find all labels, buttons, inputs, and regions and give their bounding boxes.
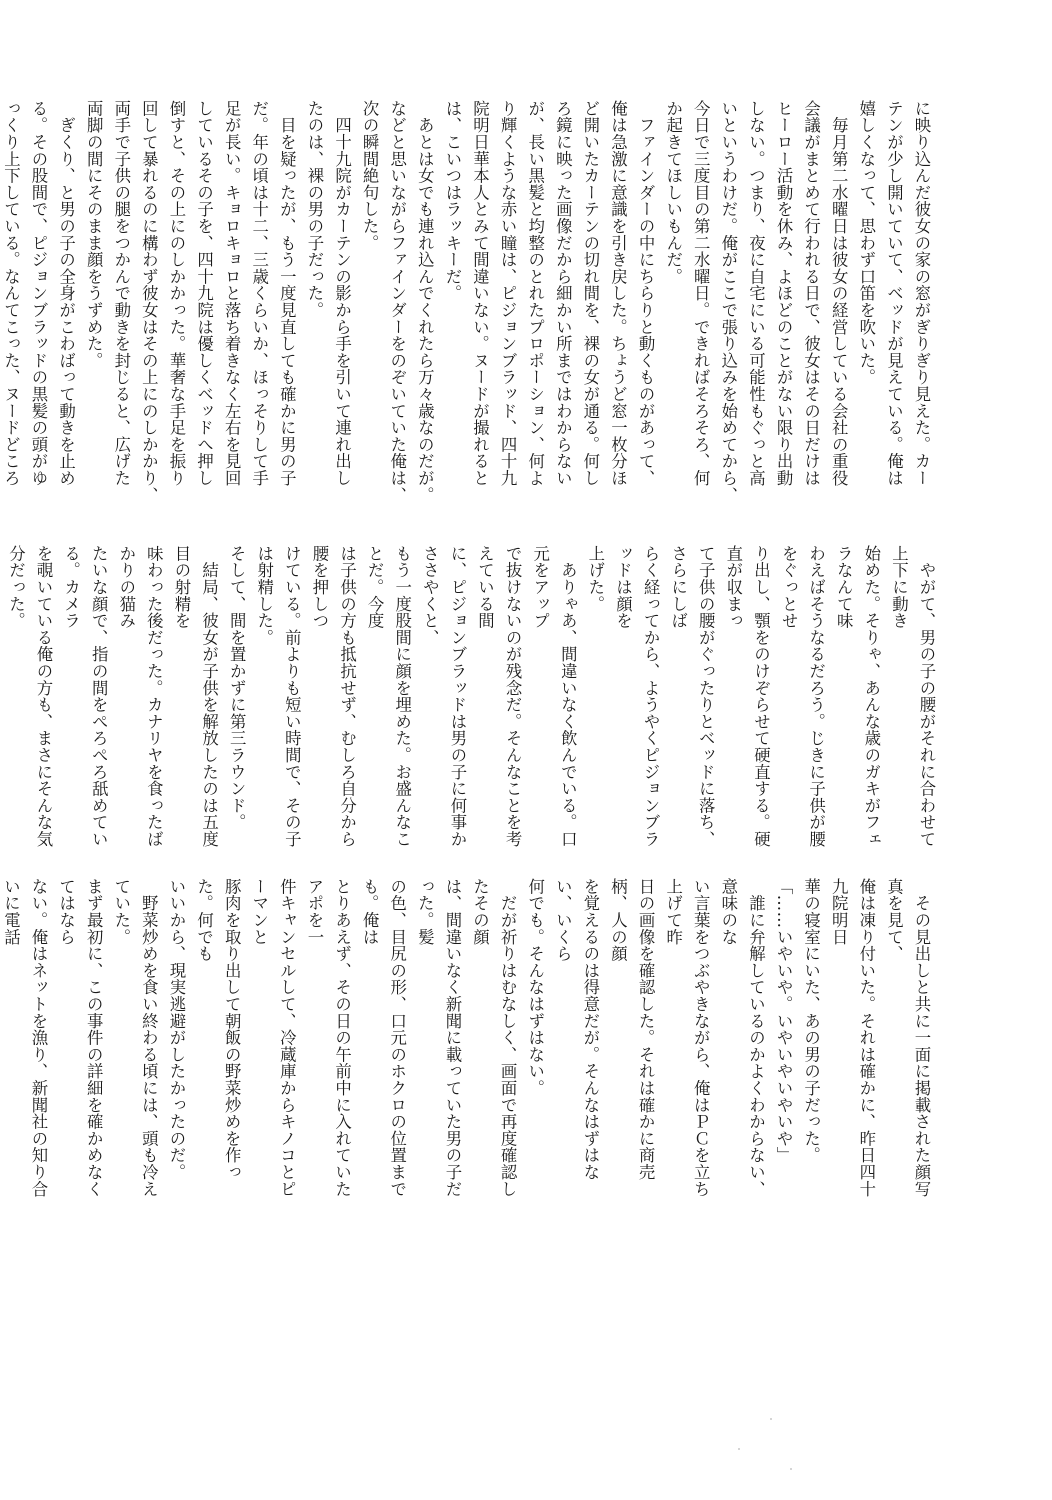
- text-line: ぎくり、と男の子の全身がこわばって動きを止め: [56, 100, 76, 487]
- text-line: たいな顔で、指の間をぺろぺろ舐めている。カメラ: [61, 545, 109, 848]
- text-line: やがて、男の子の腰がそれに合わせて上下に動き: [889, 545, 936, 848]
- text-line: 両脚の間にそのまま顔をうずめた。: [84, 100, 104, 369]
- text-line: は子供の方も抵抗せず、むしろ自分から腰を押しつ: [309, 545, 357, 848]
- text-line: 結局、彼女が子供を解放したのは五度目の射精を: [171, 545, 219, 848]
- text-line: 「……いやいや。いやいやいやいや」: [774, 878, 794, 1164]
- text-line: もう一度股間に顔を埋めた。お盛んなことだ。今度: [365, 545, 412, 848]
- text-line: 今日で三度目の第二水曜日。できればそろそろ、何: [691, 100, 711, 487]
- text-line: などと思いながらファインダーをのぞいていた俺は、: [387, 100, 407, 504]
- text-line: ファインダーの中にちらりと動くものがあって、: [636, 100, 656, 487]
- text-line: しているその子を、四十九院は優しくベッドへ押し: [194, 100, 214, 487]
- text-line: 野菜炒めを食い終わる頃には、頭も冷えていた。: [111, 878, 159, 1198]
- text-line: そして、間を置かずに第三ラウンド。: [227, 545, 247, 831]
- text-line: あとは女でも連れ込んでくれたら万々歳なのだが。: [415, 100, 435, 504]
- text-line: 日の画像を確認した。それは確かに商売柄、人の顔: [608, 878, 656, 1181]
- text-line: 始めた。そりゃ、あんな歳のガキがフェラなんて味: [834, 545, 881, 848]
- text-line: い言葉をつぶやきながら、俺はＰＣを立ち上げて昨: [663, 878, 711, 1198]
- text-line: いというわけだ。俺がここで張り込みを始めてから、: [718, 100, 738, 504]
- text-line: て子供の腰がぐったりとベッドに落ち、さらにしば: [668, 545, 716, 848]
- text-line: り輝くような赤い瞳は、ピジョンブラッド、四十九: [498, 100, 518, 487]
- text-line: を覚えるのは得意だが。そんなはずはない、いくら: [553, 878, 600, 1181]
- text-line: テンが少し開いていて、ベッドが見えている。俺は: [884, 100, 904, 487]
- text-line: しない。つまり、夜に自宅にいる可能性もぐっと高: [746, 100, 766, 487]
- text-line: 回して暴れるのに構わず彼女はその上にのしかかり、: [139, 100, 159, 504]
- text-line: り出し、顎をのけぞらせて硬直する。硬直が収まっ: [723, 545, 771, 848]
- text-line: らく経ってから、ようやくピジョンブラッドは顔を: [613, 545, 661, 848]
- text-line: 目を疑ったが、もう一度見直しても確かに男の子: [277, 100, 297, 487]
- text-line: 俺は急激に意識を引き戻した。ちょうど窓一枚分ほ: [608, 100, 628, 487]
- text-line: 四十九院がカーテンの影から手を引いて連れ出し: [332, 100, 352, 487]
- text-line: っくり上下している。なんてこった、ヌードどころ: [1, 100, 21, 487]
- text-line: 件キャンセルして、冷蔵庫からキノコとピーマンと: [249, 878, 297, 1198]
- text-line: 院明日華本人とみて間違いない。ヌードが撮れると: [470, 100, 490, 487]
- text-line: の色、目尻の形、口元のホクロの位置までも。俺は: [360, 878, 407, 1198]
- text-line: たのは、裸の男の子だった。: [304, 100, 324, 319]
- text-line: で抜けないのが残念だ。そんなことを考えている間: [475, 545, 523, 848]
- text-line: か起きてほしいもんだ。: [663, 100, 683, 285]
- text-line: 誰に弁解しているのかよくわからない、意味のな: [718, 878, 766, 1198]
- text-block-middle: [6, 545, 940, 850]
- text-line: わえばそうなるだろう。じきに子供が腰をぐっとせ: [779, 545, 826, 848]
- text-line: が、長い黒髪と均整のとれたプロポーション、何よ: [525, 100, 545, 487]
- text-line: 華の寝室にいた、あの男の子だった。: [801, 878, 821, 1164]
- speck: [790, 1468, 792, 1470]
- text-line: だが祈りはむなしく、画面で再度確認したその顔: [470, 878, 518, 1198]
- text-line: だ。年の頃は十二、三歳くらいか、ほっそりして手: [249, 100, 269, 487]
- text-line: まず最初に、この事件の詳細を確かめなくてはなら: [56, 878, 104, 1198]
- text-line: ろ鏡に映った画像だから細かい所まではわからない: [553, 100, 573, 487]
- text-line: ヒーロー活動を休み、よほどのことがない限り出動: [774, 100, 794, 487]
- text-line: 何でも。そんなはずはない。: [525, 878, 545, 1097]
- text-line: けている。前よりも短い時間で、その子は射精した。: [254, 545, 302, 848]
- text-line: 上げた。: [585, 545, 605, 613]
- text-line: に、ピジョンブラッドは男の子に何事かささやくと、: [420, 545, 467, 848]
- text-line: 毎月第二水曜日は彼女の経営している会社の重役: [829, 100, 849, 487]
- text-line: 両手で子供の腿をつかんで動きを封じると、広げた: [111, 100, 131, 487]
- text-line: 嬉しくなって、思わず口笛を吹いた。: [856, 100, 876, 386]
- text-line: ない。俺はネットを漁り、新聞社の知り合いに電話: [1, 878, 48, 1198]
- text-line: 味わった後だった。カナリヤを食ったばかりの猫み: [116, 545, 164, 848]
- speck: [738, 1448, 740, 1450]
- text-line: は、こいつはラッキーだ。: [442, 100, 462, 302]
- speck: [770, 1418, 772, 1420]
- text-line: に映り込んだ彼女の家の窓がぎりぎり見えた。カー: [912, 100, 931, 487]
- text-block-lower: [1, 878, 935, 1213]
- text-line: ありゃあ、間違いなく飲んでいる。口元をアップ: [530, 545, 578, 848]
- text-line: [0, 545, 2, 850]
- text-line: 足が長い。キョロキョロと落ち着きなく左右を見回: [222, 100, 242, 487]
- text-line: とりあえず、その日の午前中に入れていたアポを一: [304, 878, 352, 1198]
- text-line: を覗いている俺の方も、まさにそんな気分だった。: [6, 545, 53, 848]
- text-line: 倒すと、その上にのしかかった。華奢な手足を振り: [166, 100, 186, 487]
- text-line: ど開いたカーテンの切れ間を、裸の女が通る。何し: [580, 100, 600, 487]
- text-line: 次の瞬間絶句した。: [360, 100, 380, 252]
- text-line: 豚肉を取り出して朝飯の野菜炒めを作った。何でも: [194, 878, 242, 1181]
- text-line: 会議がまとめて行われる日で、彼女はその日だけは: [801, 100, 821, 487]
- text-line: 俺は凍り付いた。それは確かに、昨日四十九院明日: [829, 878, 876, 1198]
- text-line: その見出しと共に一面に掲載された顔写真を見て、: [884, 878, 931, 1198]
- text-line: は、間違いなく新聞に載っていた男の子だった。髪: [415, 878, 462, 1198]
- text-block-upper: [1, 100, 935, 515]
- text-line: いいから、現実逃避がしたかったのだ。: [166, 878, 186, 1181]
- text-line: る。その股間で、ピジョンブラッドの黒髪の頭がゆ: [29, 100, 48, 487]
